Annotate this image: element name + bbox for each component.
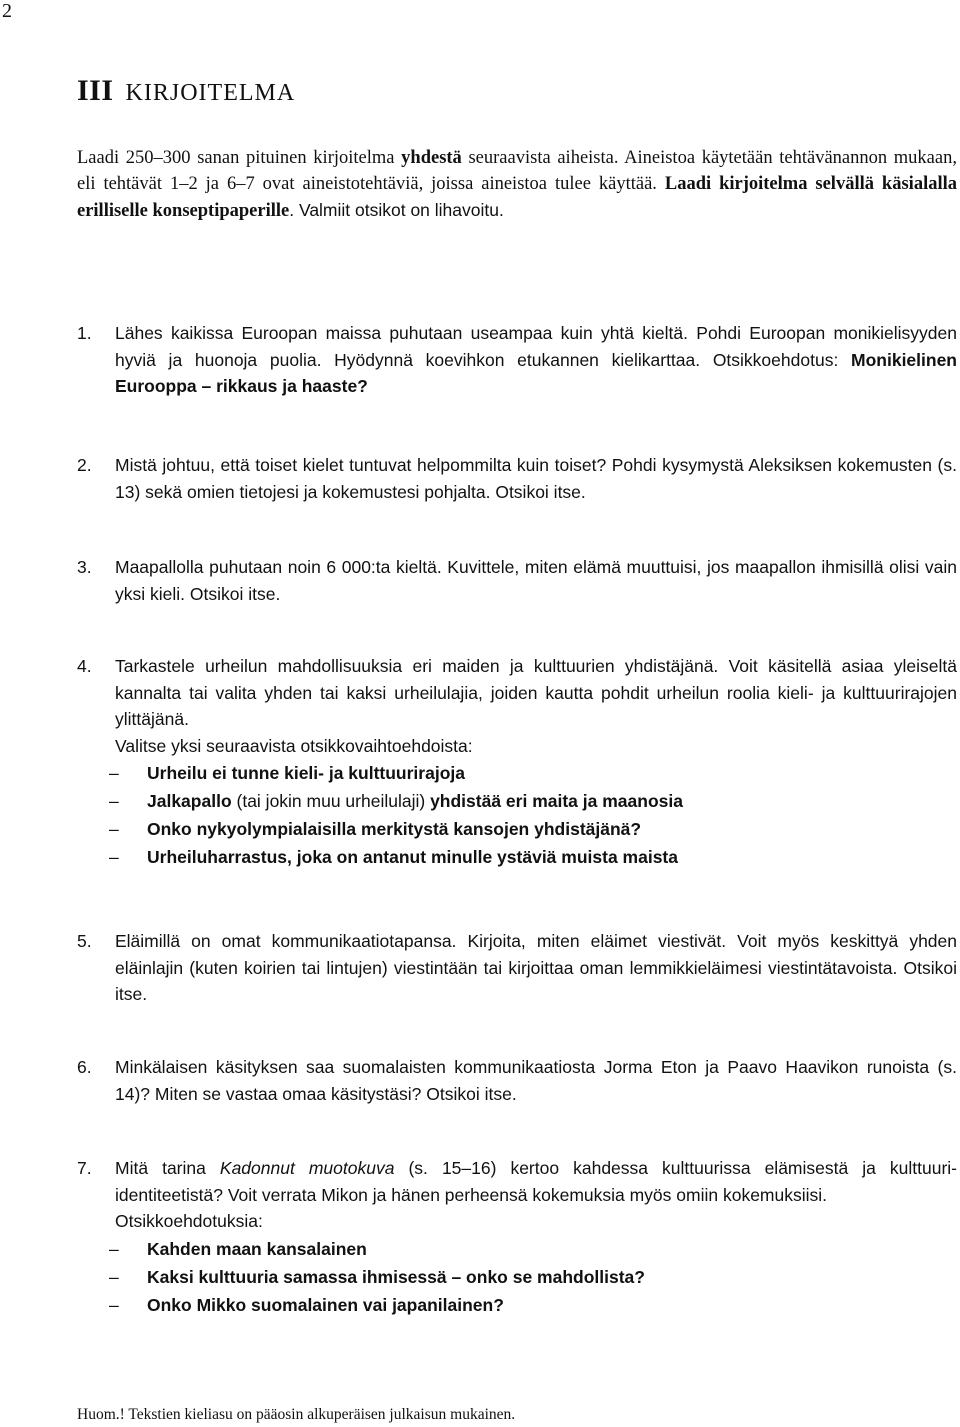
- story-title: Kadonnut muotokuva: [219, 1158, 395, 1178]
- task-3-text: Maapallolla puhutaan noin 6 000:ta kieltä. Kuvittele, miten elämä muuttuisi, jos maapallon ihmisillä olisi vain yksi kieli. Otsikoi itse.: [115, 557, 957, 604]
- task-number: 6.: [77, 1057, 92, 1077]
- intro-instruction: Laadi kirjoitelma selvällä käsialalla erilliselle konseptipaperille: [77, 174, 957, 221]
- task-7-text: Mitä tarina Kadonnut muotokuva (s. 15–16) kertoo kahdessa kulttuurissa elämisestä ja kulttuuri-identiteetistä? Voit verrata Mikon ja hänen perheensä kokemuksia myös omiin kokemuksiisi.: [115, 1158, 957, 1205]
- task-1-title-suggestion: Monikielinen Eurooppa – rikkaus ja haaste?: [115, 349, 957, 396]
- footer-note: Huom.! Tekstien kieliasu on pääosin alkuperäisen julkaisun mukainen.: [77, 1406, 516, 1423]
- task-6-text: Minkälaisen käsityksen saa suomalaisten kommunikaatiosta Jorma Eton ja Paavo Haavikon runoista (s. 14)? Miten se vastaa omaa käsitystäsi? Otsikoi itse.: [115, 1057, 957, 1104]
- title-option: – Kaksi kulttuuria samassa ihmisessä – onko se mahdollista?: [109, 1266, 645, 1287]
- task-number: 1.: [77, 323, 92, 343]
- task-number: 7.: [77, 1158, 92, 1178]
- task-4: [77, 653, 957, 871]
- task-4-text: Tarkastele urheilun mahdollisuuksia eri maiden ja kulttuurien yhdistäjänä. Voit käsitellä asiaa yleiseltä kannalta tai valita yhden tai kaksi urheilulajia, joiden kautta pohdit urheilun roolia kieli- ja kulttuurirajojen ylittäjänä.: [115, 656, 957, 729]
- task-4-options-intro: Valitse yksi seuraavista otsikkovaihtoehdoista:: [115, 735, 473, 756]
- title-option: – Onko nykyolympialaisilla merkitystä kansojen yhdistäjänä?: [109, 819, 642, 839]
- title-option: – Kahden maan kansalainen: [109, 1238, 367, 1259]
- task-6: [77, 1054, 957, 1107]
- task-3: [77, 554, 957, 607]
- title-option: – Jalkapallo (tai jokin muu urheilulaji) yhdistää eri maita ja maanosia: [109, 791, 683, 811]
- page-number: 2: [2, 0, 12, 22]
- task-number: 3.: [77, 557, 92, 577]
- task-number: 4.: [77, 656, 92, 676]
- task-2-text: Mistä johtuu, että toiset kielet tuntuvat helpommilta kuin toiset? Pohdi kysymystä Aleksiksen kokemusten (s. 13) sekä omien tietojesi ja kokemustesi pohjalta. Otsikoi itse.: [115, 455, 957, 502]
- title-option: – Onko Mikko suomalainen vai japanilainen?: [109, 1294, 504, 1315]
- section-title: [77, 73, 295, 111]
- task-7-options-intro: Otsikkoehdotuksia:: [115, 1211, 263, 1231]
- title-option: – Urheiluharrastus, joka on antanut minulle ystäviä muista maista: [109, 847, 678, 867]
- task-7: [77, 1155, 957, 1319]
- intro-paragraph: Laadi 250–300 sanan pituinen kirjoitelma yhdestä seuraavista aiheista. Aineistoa käytetään tehtävänannon mukaan, eli tehtävät 1–2 ja 6–7 ovat aineistotehtäviä, joissa aineistoa tulee käyttää. Laadi kirjoitelma selvällä käsialalla erilliselle konseptipaperille. Valmiit otsikot on lihavoitu.: [77, 148, 957, 221]
- task-2: [77, 452, 957, 505]
- section-title-word: KIRJOITELMA: [125, 80, 296, 106]
- intro-emphasis: yhdestä: [401, 148, 462, 168]
- task-1-text: Lähes kaikissa Euroopan maissa puhutaan useampaa kuin yhtä kieltä. Pohdi Euroopan monikielisyyden hyviä ja huonoja puolia. Hyödynnä koevihkon etukannen kielikarttaa. Otsikkoehdotus: Monikielinen Eurooppa – rikkaus ja haaste?: [115, 323, 957, 396]
- task-number: 5.: [77, 931, 92, 951]
- task-5: [77, 928, 957, 1008]
- section-roman-numeral: III: [77, 74, 114, 107]
- task-1: [77, 320, 957, 400]
- task-number: 2.: [77, 455, 92, 475]
- task-5-text: Eläimillä on omat kommunikaatiotapansa. Kirjoita, miten eläimet viestivät. Voit myös keskittyä yhden eläinlajin (kuten koirien tai lintujen) viestintään tai kirjoittaa oman lemmikkieläimesi viestintätavoista. Otsikoi itse.: [115, 931, 957, 1004]
- title-option: – Urheilu ei tunne kieli- ja kulttuurirajoja: [109, 763, 465, 783]
